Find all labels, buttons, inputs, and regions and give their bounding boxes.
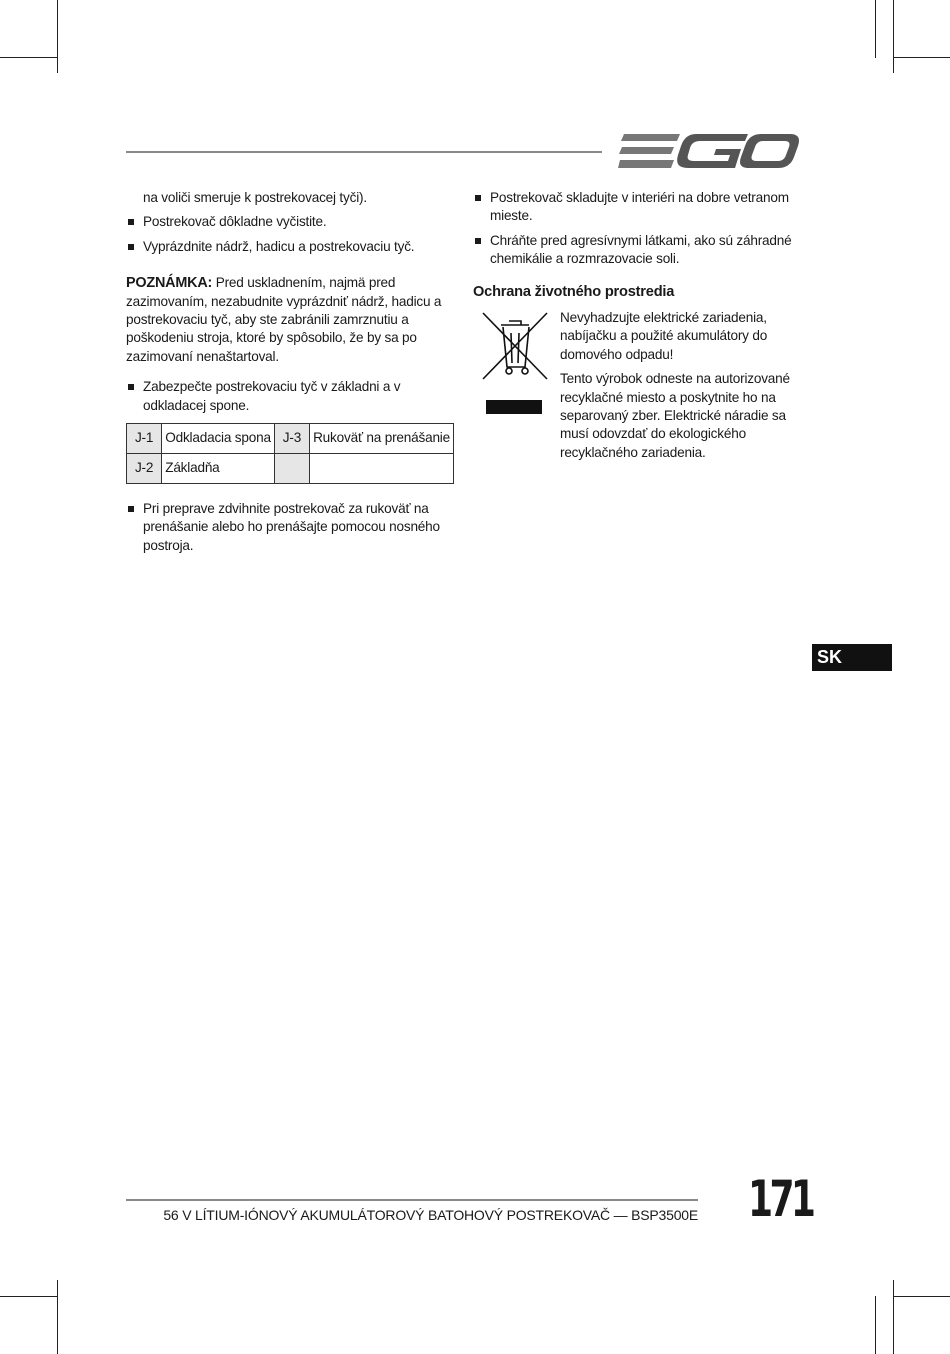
- continued-text: na voliči smeruje k postrekovacej tyči).: [143, 190, 367, 205]
- crop-mark: [893, 1280, 894, 1354]
- crop-mark: [57, 1280, 58, 1354]
- list-item-text: Postrekovač skladujte v interiéri na dobre vetranom mieste.: [490, 190, 789, 224]
- crop-mark: [893, 1296, 950, 1297]
- note-paragraph: [126, 274, 456, 366]
- crossed-out-wheelie-bin-icon: [481, 311, 549, 381]
- crop-mark: [893, 57, 950, 58]
- bullet-square-icon: [128, 244, 134, 250]
- list-item-text: Zabezpečte postrekovaciu tyč v základni a v odkladacej spone.: [143, 379, 401, 413]
- ego-logo: [618, 130, 800, 172]
- part-code: [274, 454, 309, 484]
- crop-mark: [893, 0, 894, 73]
- weee-bar: [486, 400, 542, 414]
- bullet-square-icon: [475, 195, 481, 201]
- bullet-square-icon: [475, 238, 481, 244]
- crop-mark: [0, 1296, 57, 1297]
- list-item-text: Vyprázdnite nádrž, hadicu a postrekovaciu tyč.: [143, 238, 415, 254]
- list-item: [126, 378, 456, 415]
- footer-title: 56 V LÍTIUM-IÓNOVÝ AKUMULÁTOROVÝ BATOHOVÝ POSTREKOVAČ — BSP3500E: [163, 1207, 698, 1223]
- note-label: POZNÁMKA:: [126, 275, 213, 292]
- table-row: [127, 424, 454, 454]
- list-item: [473, 189, 803, 226]
- header-rule: [126, 151, 602, 153]
- list-item: [126, 213, 456, 231]
- note-text: Pred uskladnením, najmä pred zazimovaním, nezabudnite vyprázdniť nádrž, hadicu a postrekovaciu tyč, aby ste zabránili zamrznutiu a poškodeniu stroja, ktoré by spôsobilo, že by sa po zazimovaní nenaštartoval.: [126, 275, 442, 364]
- environment-block: [473, 309, 803, 469]
- env-paragraph: Nevyhadzujte elektrické zariadenia, nabíjačku a použité akumulátory do domového odpadu!: [560, 310, 768, 362]
- list-item: [126, 500, 456, 555]
- list-item-text: Pri preprave zdvihnite postrekovač za rukoväť na prenášanie alebo ho prenášajte pomocou nosného postroja.: [143, 501, 440, 553]
- crop-mark: [0, 57, 57, 58]
- bullet-square-icon: [128, 384, 134, 390]
- bullet-square-icon: [128, 506, 134, 512]
- crop-mark: [875, 1296, 876, 1354]
- list-item-text: Chráňte pred agresívnymi látkami, ako sú záhradné chemikálie a rozmrazovacie soli.: [490, 232, 792, 267]
- list-item: [473, 232, 803, 269]
- crop-mark: [57, 0, 58, 73]
- environment-text: [560, 309, 805, 468]
- left-column: [126, 189, 456, 561]
- part-code: J-3: [274, 424, 309, 454]
- bullet-square-icon: [128, 219, 134, 225]
- part-label: Rukoväť na prenášanie: [310, 424, 454, 454]
- part-label: Odkladacia spona: [162, 424, 275, 454]
- part-label: [310, 454, 454, 484]
- section-heading: Ochrana životného prostredia: [473, 283, 675, 300]
- table-row: [127, 454, 454, 484]
- language-tab: SK: [812, 644, 892, 671]
- footer-rule: [126, 1199, 698, 1201]
- part-label: Základňa: [162, 454, 275, 484]
- list-item: [126, 238, 456, 256]
- part-code: J-1: [127, 424, 162, 454]
- env-paragraph: Tento výrobok odneste na autorizované recyklačné miesto a poskytnite ho na separovaný zber. Elektrické náradie sa musí odovzdať do ekologického recyklačného zariadenia.: [560, 371, 790, 460]
- crop-mark: [875, 0, 876, 58]
- part-code: J-2: [127, 454, 162, 484]
- parts-table: [126, 423, 454, 484]
- page-number: 171: [748, 1170, 813, 1228]
- list-item-text: Postrekovač dôkladne vyčistite.: [143, 214, 327, 230]
- right-column: [473, 189, 803, 469]
